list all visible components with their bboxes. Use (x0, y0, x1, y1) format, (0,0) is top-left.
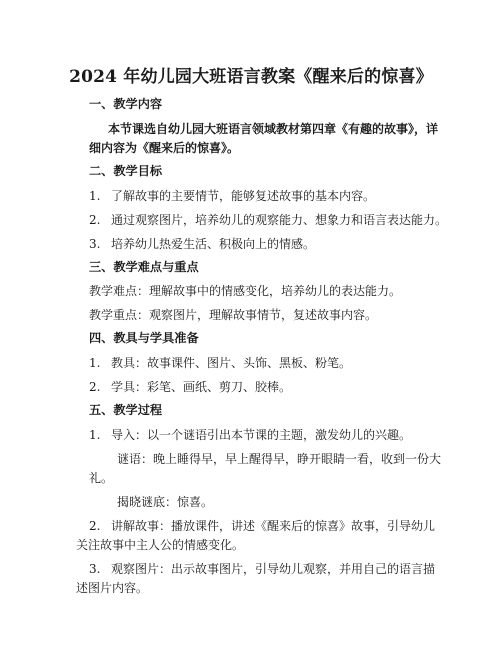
objective-item (89, 188, 375, 204)
step-text: 讲解故事：播放课件，讲述《醒来后的惊喜》故事，引导幼儿 (111, 519, 436, 533)
document-title: 2024 年幼儿园大班语言教案《醒来后的惊喜》 (69, 67, 433, 87)
section-heading-difficulty-focus: 三、教学难点与重点 (89, 260, 199, 274)
material-text: 教具：故事课件、图片、头饰、黑板、粉笔。 (111, 356, 352, 370)
content-paragraph-line1: 本节课选自幼儿园大班语言领域教材第四章《有趣的故事》，详 (108, 122, 439, 136)
section-heading-process: 五、教学过程 (89, 403, 163, 417)
process-step (89, 518, 435, 534)
step-number: 1. (89, 428, 101, 442)
step-number: 3. (89, 562, 101, 576)
objective-number: 2. (89, 213, 101, 227)
riddle-answer: 揭晓谜底：惊喜。 (117, 495, 214, 509)
step-continuation: 关注故事中主人公的情感变化。 (76, 538, 245, 552)
difficulty-text: 教学难点：理解故事中的情感变化，培养幼儿的表达能力。 (89, 284, 402, 298)
material-text: 学具：彩笔、画纸、剪刀、胶棒。 (111, 380, 292, 394)
step-text: 导入：以一个谜语引出本节课的主题，激发幼儿的兴趣。 (111, 428, 412, 442)
step-number: 2. (89, 519, 101, 533)
material-number: 1. (89, 356, 101, 370)
process-step (89, 427, 411, 443)
step-continuation: 述图片内容。 (76, 581, 149, 595)
objective-text: 培养幼儿热爱生活、积极向上的情感。 (111, 237, 316, 251)
material-number: 2. (89, 380, 101, 394)
section-heading-objectives: 二、教学目标 (89, 164, 163, 178)
section-heading-content: 一、教学内容 (89, 97, 163, 111)
process-step (89, 561, 435, 577)
objective-text: 了解故事的主要情节，能够复述故事的基本内容。 (111, 189, 376, 203)
material-item (89, 355, 351, 371)
objective-item (89, 236, 315, 252)
step-text: 观察图片：出示故事图片，引导幼儿观察，并用自己的语言描 (111, 562, 436, 576)
material-item (89, 379, 291, 395)
objective-number: 1. (89, 189, 101, 203)
objective-text: 通过观察图片，培养幼儿的观察能力、想象力和语言表达能力。 (111, 213, 448, 227)
riddle-line2: 礼。 (89, 471, 114, 485)
focus-text: 教学重点：观察图片，理解故事情节，复述故事内容。 (89, 308, 378, 322)
section-heading-materials: 四、教具与学具准备 (89, 331, 199, 345)
objective-number: 3. (89, 237, 101, 251)
riddle-line1: 谜语：晚上睡得早，早上醒得早，睁开眼睛一看，收到一份大 (117, 452, 442, 466)
objective-item (89, 212, 447, 228)
content-paragraph-line2: 细内容为《醒来后的惊喜》。 (89, 141, 240, 155)
